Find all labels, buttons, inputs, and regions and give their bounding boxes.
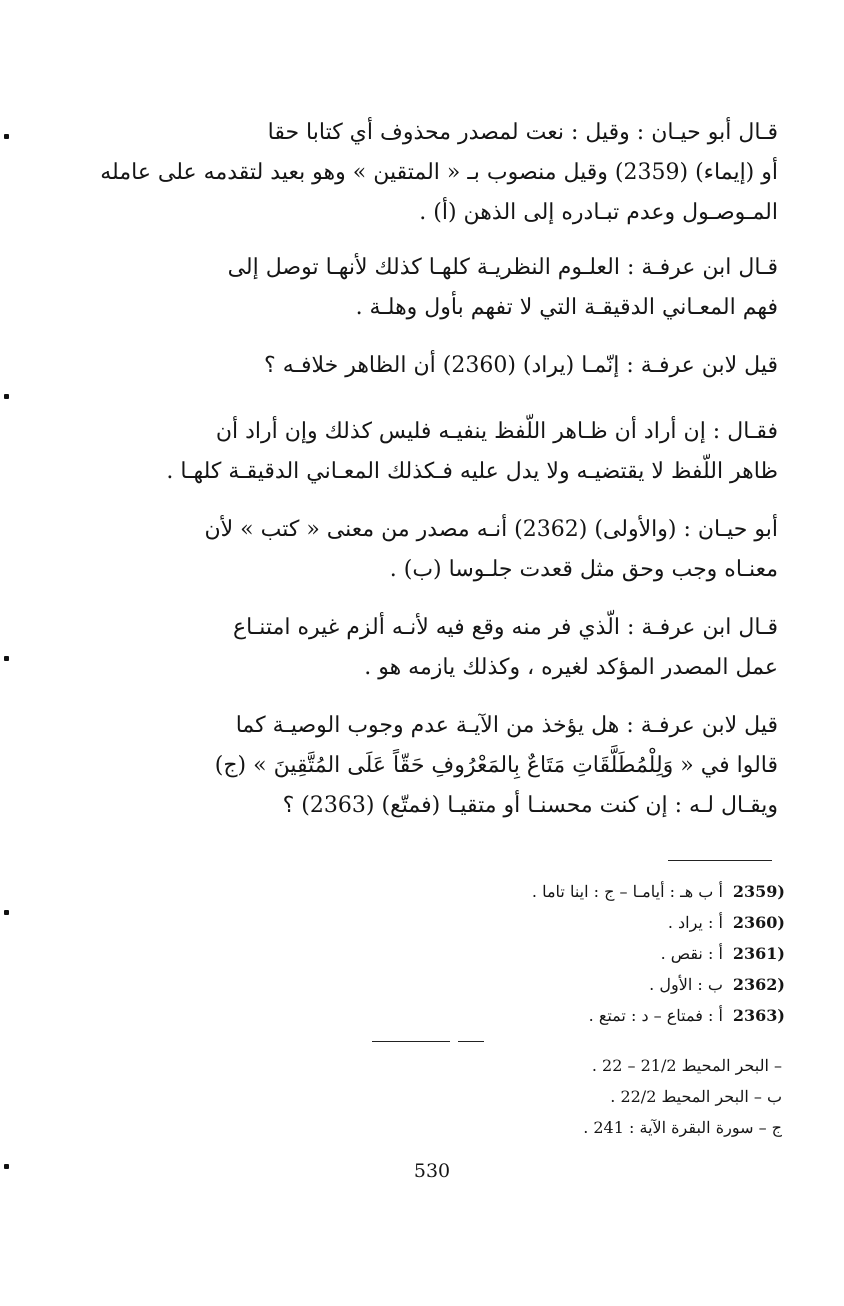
source-notes [500, 1050, 782, 1143]
footnote-divider [668, 860, 772, 861]
footnote-item [420, 938, 785, 969]
source-note: – البحر المحيط 21/2 – 22 . [591, 1056, 782, 1075]
footnote-text: أ : يراد . [667, 913, 723, 932]
text-line: قيل لابن عرفـة : هل يؤخذ من الآيـة عدم وجوب الوصيـة كما [235, 713, 778, 738]
margin-mark [4, 394, 9, 399]
footnote-number: 2361) [732, 944, 785, 963]
paragraph-1 [100, 113, 778, 233]
text-line: قـال أبو حيـان : وقيل : نعت لمصدر محذوف أي كتابا حقا [267, 120, 778, 145]
text-line: ظاهر اللّفظ لا يقتضيـه ولا يدل عليه فـكذلك المعـاني الدقيقـة كلهـا . [166, 459, 778, 484]
text-line: فهم المعـاني الدقيقـة التي لا تفهم بأول وهلـة . [355, 295, 778, 320]
footnote-item [420, 876, 785, 907]
margin-mark [4, 134, 9, 139]
footnote-item [420, 907, 785, 938]
paragraph-6 [100, 608, 778, 688]
margin-mark [4, 1164, 9, 1169]
footnote-text: أ : نقص . [660, 944, 723, 963]
text-line: أو (إيماء) (2359) وقيل منصوب بـ « المتقين » وهو بعيد لتقدمه على عامله [100, 160, 778, 185]
footnote-text: ب : الأول . [649, 975, 723, 994]
footnote-item [420, 1000, 785, 1031]
footnote-number: 2362) [732, 975, 785, 994]
paragraph-7 [100, 706, 778, 826]
text-line: قيل لابن عرفـة : إنّمـا (يراد) (2360) أن الظاهر خلافـه ؟ [264, 353, 778, 378]
paragraph-2 [100, 248, 778, 328]
footnote-number: 2363) [732, 1006, 785, 1025]
footnote-item [420, 969, 785, 1000]
paragraph-3 [100, 346, 778, 386]
footnotes [420, 876, 785, 1031]
source-note: ب – البحر المحيط 22/2 . [610, 1087, 782, 1106]
paragraph-4 [100, 412, 778, 492]
text-line: المـوصـول وعدم تبـادره إلى الذهن (أ) . [419, 200, 778, 225]
page-number: 530 [413, 1160, 451, 1182]
text-line: معنـاه وجب وحق مثل قعدت جلـوسا (ب) . [389, 557, 778, 582]
source-note: ج – سورة البقرة الآية : 241 . [583, 1118, 782, 1137]
text-line: فقـال : إن أراد أن ظـاهر اللّفظ ينفيـه فليس كذلك وإن أراد أن [215, 419, 778, 444]
margin-mark [4, 656, 9, 661]
text-line: قالوا في « وَلِلْمُطَلَّقَاتِ مَتَاعٌ بِالمَعْرُوفِ حَقّاً عَلَى المُتَّقِينَ » (ج) [214, 753, 778, 778]
margin-mark [4, 910, 9, 915]
text-line: عمل المصدر المؤكد لغيره ، وكذلك يازمه هو . [364, 655, 778, 680]
source-divider-right [458, 1041, 484, 1042]
text-line: قـال ابن عرفـة : العلـوم النظريـة كلهـا كذلك لأنهـا توصل إلى [227, 255, 778, 280]
footnote-text: أ : فمتاع – د : تمتع . [588, 1006, 723, 1025]
paragraph-5 [100, 510, 778, 590]
source-divider-left [372, 1041, 450, 1042]
footnote-number: 2360) [732, 913, 785, 932]
text-line: قـال ابن عرفـة : الّذي فر منه وقع فيه لأنـه ألزم غيره امتنـاع [233, 615, 778, 640]
text-line: أبو حيـان : (والأولى) (2362) أنـه مصدر من معنى « كتب » لأن [204, 517, 778, 542]
text-line: ويقـال لـه : إن كنت محسنـا أو متقيـا (فمتّع) (2363) ؟ [282, 793, 778, 818]
footnote-text: أ ب هـ : أيامـا – ج : اينا تاما . [531, 882, 723, 901]
footnote-number: 2359) [732, 882, 785, 901]
